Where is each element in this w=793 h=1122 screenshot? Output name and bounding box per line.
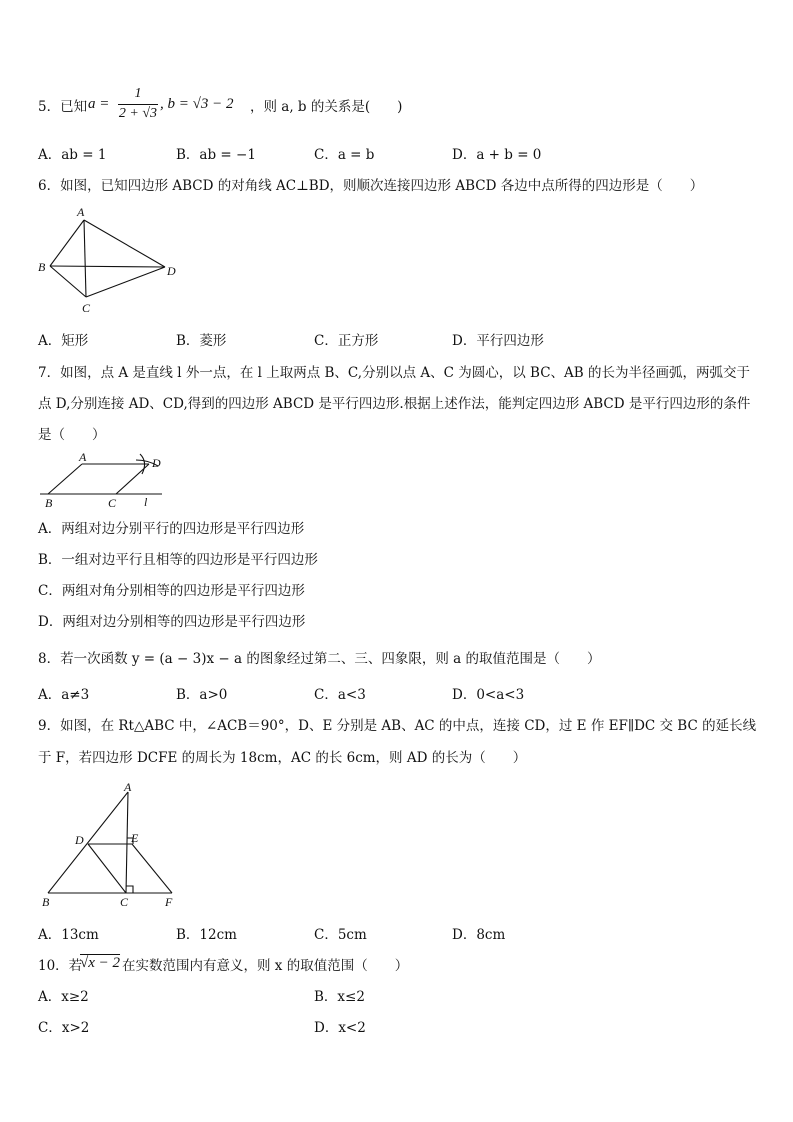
q9-label-f: F — [165, 895, 173, 909]
q10-option-d[interactable]: D．x<2 — [314, 1020, 366, 1036]
q5-fraction-bar — [118, 104, 158, 105]
q8-option-a[interactable]: A．a≠3 — [38, 687, 90, 703]
q5-option-a[interactable]: A．ab = 1 — [38, 147, 107, 163]
q5-b-def: , b = √3 − 2 — [160, 96, 234, 112]
q5-option-d[interactable]: D．a + b = 0 — [452, 147, 542, 163]
q6-stem: 6．如图，已知四边形 ABCD 的对角线 AC⊥BD，则顺次连接四边形 ABCD 各边中点所得的四边形是（ ） — [38, 178, 704, 194]
q9-option-d[interactable]: D．8cm — [452, 927, 506, 943]
q9-option-c[interactable]: C．5cm — [314, 927, 367, 943]
q8-option-c[interactable]: C．a<3 — [314, 687, 366, 703]
q6-label-a: A — [77, 205, 85, 219]
q9-stem-line1: 9．如图，在 Rt△ABC 中，∠ACB＝90°，D、E 分别是 AB、AC 的中点，连接 CD，过 E 作 EF∥DC 交 BC 的延长线 — [38, 718, 757, 734]
q7-label-c: C — [108, 496, 117, 510]
q5-option-b[interactable]: B．ab = −1 — [176, 147, 256, 163]
q10-prefix: 10．若 — [38, 958, 83, 974]
q7-label-l: l — [144, 495, 148, 509]
q6-option-b[interactable]: B．菱形 — [176, 333, 227, 349]
q10-option-c[interactable]: C．x>2 — [38, 1020, 90, 1036]
q5-suffix: ，则 a, b 的关系是( ) — [250, 99, 403, 115]
q7-label-d: D — [152, 456, 161, 470]
q5-fraction-denominator: 2 + √3 — [118, 106, 158, 121]
q5-prefix: 5．已知 — [38, 99, 88, 115]
q7-option-b[interactable]: B．一组对边平行且相等的四边形是平行四边形 — [38, 552, 318, 568]
q9-triangle-figure — [38, 780, 180, 910]
q9-option-b[interactable]: B．12cm — [176, 927, 237, 943]
q9-label-a: A — [124, 780, 132, 794]
q6-option-d[interactable]: D．平行四边形 — [452, 333, 544, 349]
q8-stem: 8．若一次函数 y = (a − 3)x − a 的图象经过第二、三、四象限，则 a 的取值范围是（ ） — [38, 651, 601, 667]
q9-label-d: D — [75, 833, 84, 847]
q9-label-c: C — [120, 895, 129, 909]
q9-label-b: B — [42, 895, 50, 909]
q8-option-d[interactable]: D．0<a<3 — [452, 687, 525, 703]
q7-stem-line3: 是（ ） — [38, 427, 106, 443]
q7-parallelogram-figure — [36, 450, 166, 512]
q6-option-c[interactable]: C．正方形 — [314, 333, 379, 349]
q7-option-c[interactable]: C．两组对角分别相等的四边形是平行四边形 — [38, 583, 305, 599]
q9-option-a[interactable]: A．13cm — [38, 927, 99, 943]
q7-label-b: B — [45, 496, 53, 510]
q7-option-d[interactable]: D．两组对边分别相等的四边形是平行四边形 — [38, 614, 306, 630]
q7-option-a[interactable]: A．两组对边分别平行的四边形是平行四边形 — [38, 521, 305, 537]
q7-label-a: A — [79, 450, 87, 464]
q10-option-b[interactable]: B．x≤2 — [314, 989, 365, 1005]
q10-option-a[interactable]: A．x≥2 — [38, 989, 89, 1005]
q9-stem-line2: 于 F，若四边形 DCFE 的周长为 18cm，AC 的长 6cm，则 AD 的长为（ ） — [38, 750, 527, 766]
q6-label-b: B — [38, 260, 46, 274]
q7-stem-line1: 7．如图，点 A 是直线 l 外一点，在 l 上取两点 B、C,分别以点 A、C 为圆心，以 BC、AB 的长为半径画弧，两弧交于 — [38, 365, 750, 381]
q6-quadrilateral-figure — [34, 204, 184, 316]
q5-a-def: a = — [88, 96, 110, 112]
q6-label-d: D — [167, 264, 176, 278]
q7-stem-line2: 点 D,分别连接 AD、CD,得到的四边形 ABCD 是平行四边形.根据上述作法，能判定四边形 ABCD 是平行四边形的条件 — [38, 396, 751, 412]
q5-fraction-numerator: 1 — [134, 86, 142, 101]
q5-option-c[interactable]: C．a = b — [314, 147, 375, 163]
q10-suffix: 在实数范围内有意义，则 x 的取值范围（ ） — [122, 958, 409, 974]
q10-radical: √x − 2 — [80, 955, 121, 971]
q6-label-c: C — [82, 301, 91, 315]
q8-option-b[interactable]: B．a>0 — [176, 687, 228, 703]
q6-option-a[interactable]: A．矩形 — [38, 333, 89, 349]
q9-label-e: E — [131, 831, 139, 845]
